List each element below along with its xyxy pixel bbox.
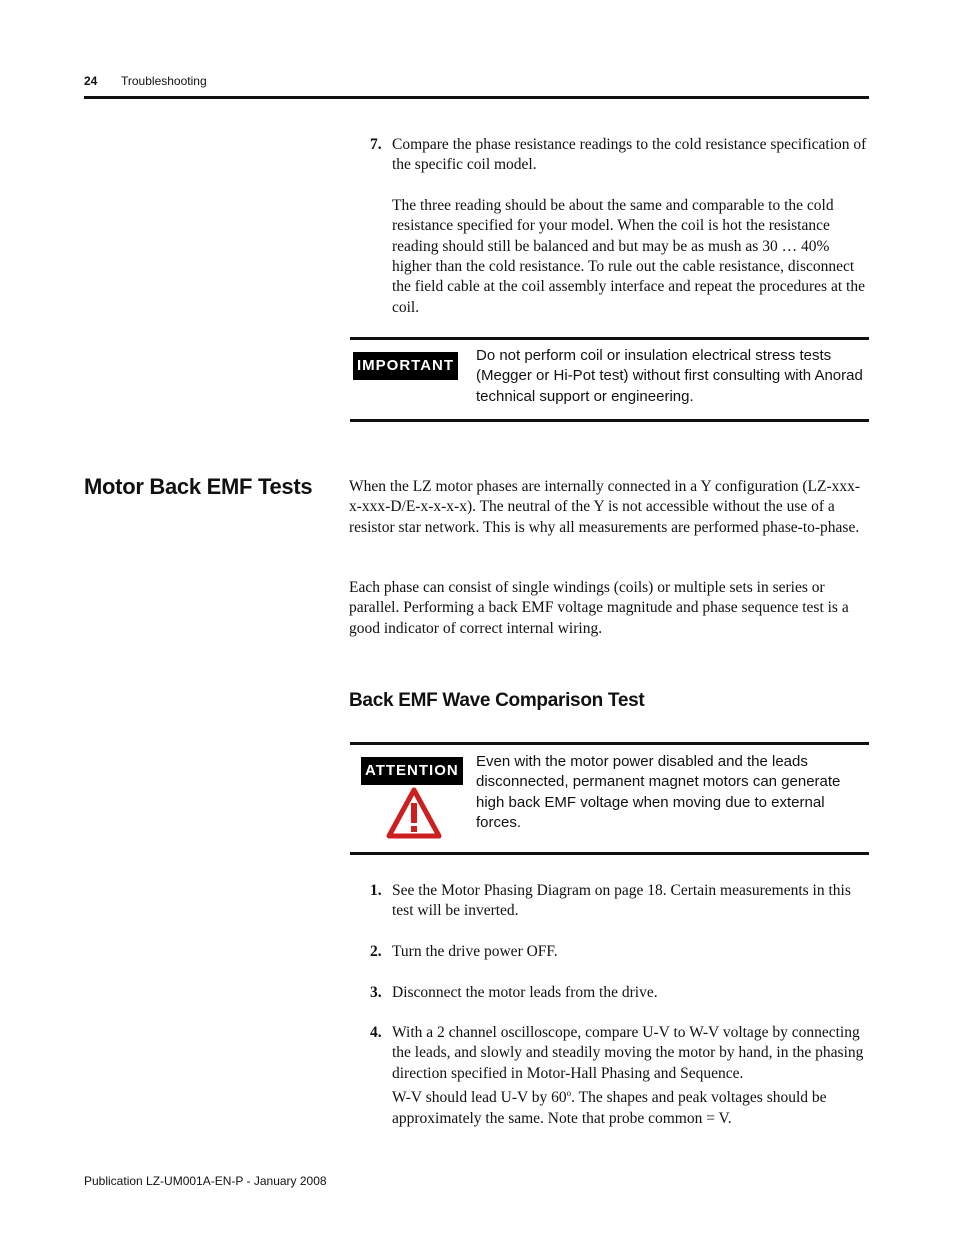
attention-box-bottom-rule (350, 852, 869, 855)
attention-badge: ATTENTION (361, 757, 463, 785)
step-2 (370, 942, 868, 962)
step-number: 3. (370, 984, 382, 1001)
step-number: 7. (370, 136, 382, 153)
footer-publication: Publication LZ-UM001A-EN-P - January 2008 (84, 1174, 327, 1188)
header-rule (84, 96, 869, 99)
step-text: Compare the phase resistance readings to the cold resistance specification of the specific coil model. (392, 136, 867, 174)
step-3 (370, 983, 868, 1003)
step-text: See the Motor Phasing Diagram on page 18. Certain measurements in this test will be inverted. (392, 882, 851, 920)
section-paragraph-2: Each phase can consist of single windings (coils) or multiple sets in series or parallel. Performing a back EMF voltage magnitude and phase sequence test is a good indicator of correct internal wiring. (349, 579, 849, 637)
step-number: 1. (370, 882, 382, 899)
attention-text: Even with the motor power disabled and the leads disconnected, permanent magnet motors can generate high back EMF voltage when moving due to external forces. (476, 753, 841, 831)
important-box-bottom-rule (350, 419, 869, 422)
step-4 (370, 1023, 868, 1129)
section-title: Motor Back EMF Tests (84, 474, 313, 499)
step-7 (370, 135, 868, 318)
section-paragraph-1: When the LZ motor phases are internally connected in a Y configuration (LZ-xxx-x-xxx-D/E-x-x-x-x). The neutral of the Y is not accessible without the use of a resistor star network. This is why all measurements are performed phase-to-phase. (349, 478, 861, 536)
running-header-section: Troubleshooting (121, 74, 207, 88)
step-1 (370, 881, 868, 922)
page-number: 24 (84, 74, 98, 88)
important-box-top-rule (350, 337, 869, 340)
step-text: Disconnect the motor leads from the drive. (392, 984, 658, 1001)
important-text: Do not perform coil or insulation electrical stress tests (Megger or Hi-Pot test) without first consulting with Anorad technical support or engineering. (476, 347, 863, 405)
step-detail: The three reading should be about the same and comparable to the cold resistance specified for your model. When the coil is hot the resistance reading should still be balanced and but may be as mush as 30 … 40% higher than the cold resistance. To rule out the cable resistance, disconnect the field cable at the coil assembly interface and repeat the procedures at the coil. (392, 196, 865, 316)
step-text-continued: W-V should lead U-V by 60$^o$. The shapes and peak voltages should be approximately the same. Note that probe common = V. (392, 1088, 827, 1127)
important-badge: IMPORTANT (353, 352, 458, 380)
step-text: Turn the drive power OFF. (392, 943, 558, 960)
step-text: With a 2 channel oscilloscope, compare U-V to W-V voltage by connecting the leads, and slowly and steadily moving the motor by hand, in the phasing direction specified in Motor-Hall Phasing and Sequence. (392, 1024, 864, 1082)
step-number: 4. (370, 1024, 382, 1041)
step-number: 2. (370, 943, 382, 960)
subsection-title: Back EMF Wave Comparison Test (349, 690, 645, 711)
warning-triangle-icon (386, 787, 442, 839)
attention-box-top-rule (350, 742, 869, 745)
